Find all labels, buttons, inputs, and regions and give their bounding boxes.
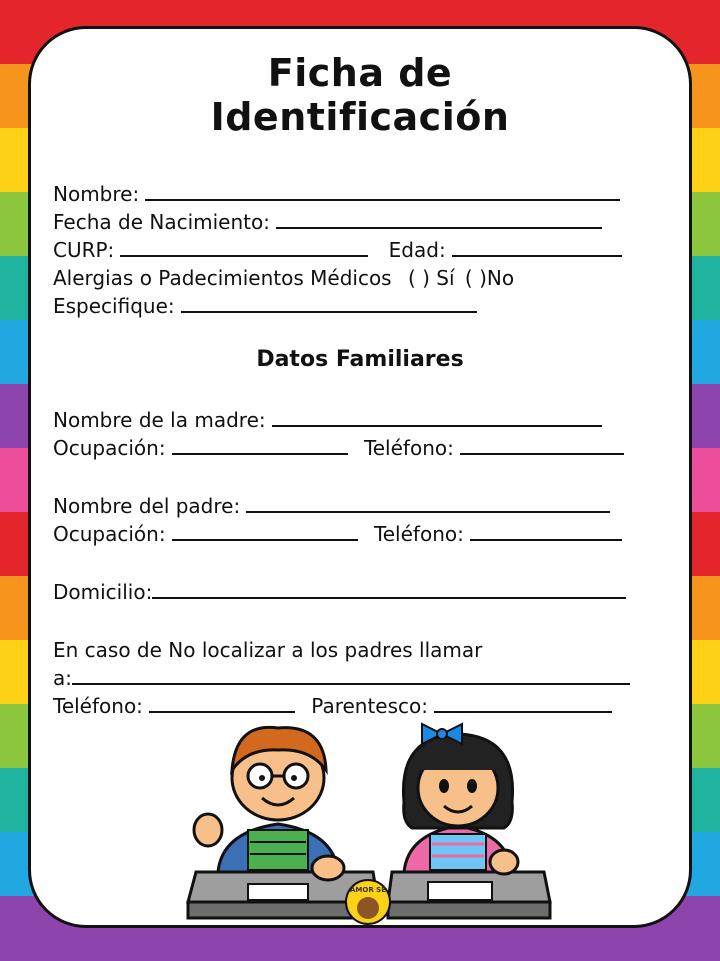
fecha-label: Fecha de Nacimiento: xyxy=(53,210,270,234)
madre-telefono-label: Teléfono: xyxy=(363,436,454,460)
padre-telefono-blank[interactable] xyxy=(470,521,622,541)
madre-ocupacion-row xyxy=(53,435,624,461)
kids-illustration xyxy=(178,712,558,932)
domicilio-label: Domicilio: xyxy=(53,580,153,604)
edad-blank[interactable] xyxy=(452,237,622,257)
especifique-blank[interactable] xyxy=(181,293,477,313)
padre-row xyxy=(53,493,610,519)
emergencia-label: En caso de No localizar a los padres llamar xyxy=(53,638,483,662)
emergencia-row-2 xyxy=(53,665,630,691)
emergencia-telefono-blank[interactable] xyxy=(149,693,295,713)
padre-blank[interactable] xyxy=(246,493,610,513)
parentesco-label: Parentesco: xyxy=(311,694,428,718)
padre-ocupacion-row xyxy=(53,521,622,547)
padre-ocupacion-blank[interactable] xyxy=(172,521,358,541)
madre-ocupacion-label: Ocupación: xyxy=(53,436,166,460)
madre-ocupacion-blank[interactable] xyxy=(172,435,348,455)
domicilio-blank[interactable] xyxy=(152,579,626,599)
padre-ocupacion-label: Ocupación: xyxy=(53,522,166,546)
alergias-label: Alergias o Padecimientos Médicos xyxy=(53,266,392,290)
emergencia-a-label: a: xyxy=(53,666,72,690)
curp-row xyxy=(53,237,622,263)
emergencia-telefono-label: Teléfono: xyxy=(53,694,143,718)
especifique-label: Especifique: xyxy=(53,294,175,318)
logo-text: AMOR SE xyxy=(350,886,386,894)
si-checkbox[interactable]: ( ) Sí xyxy=(407,266,455,290)
edad-label: Edad: xyxy=(388,238,446,262)
title-line-2: Identificación xyxy=(210,95,510,139)
curp-label: CURP: xyxy=(53,238,115,262)
madre-blank[interactable] xyxy=(272,407,602,427)
datos-familiares-heading: Datos Familiares xyxy=(256,347,464,372)
nombre-row xyxy=(53,181,620,207)
no-checkbox[interactable]: ( )No xyxy=(464,266,515,290)
parentesco-blank[interactable] xyxy=(434,693,612,713)
emergencia-row-1 xyxy=(53,637,482,663)
padre-telefono-label: Teléfono: xyxy=(373,522,464,546)
logo-badge xyxy=(346,880,390,924)
madre-telefono-blank[interactable] xyxy=(460,435,624,455)
especifique-row xyxy=(53,293,477,319)
alergias-row xyxy=(53,265,514,291)
curp-blank[interactable] xyxy=(120,237,368,257)
madre-label: Nombre de la madre: xyxy=(53,408,266,432)
nombre-label: Nombre: xyxy=(53,182,140,206)
fecha-row xyxy=(53,209,602,235)
madre-row xyxy=(53,407,602,433)
title-line-1: Ficha de xyxy=(267,51,453,95)
emergencia-blank[interactable] xyxy=(72,665,630,685)
padre-label: Nombre del padre: xyxy=(53,494,241,518)
nombre-blank[interactable] xyxy=(145,181,620,201)
fecha-blank[interactable] xyxy=(276,209,602,229)
domicilio-row xyxy=(53,579,626,605)
